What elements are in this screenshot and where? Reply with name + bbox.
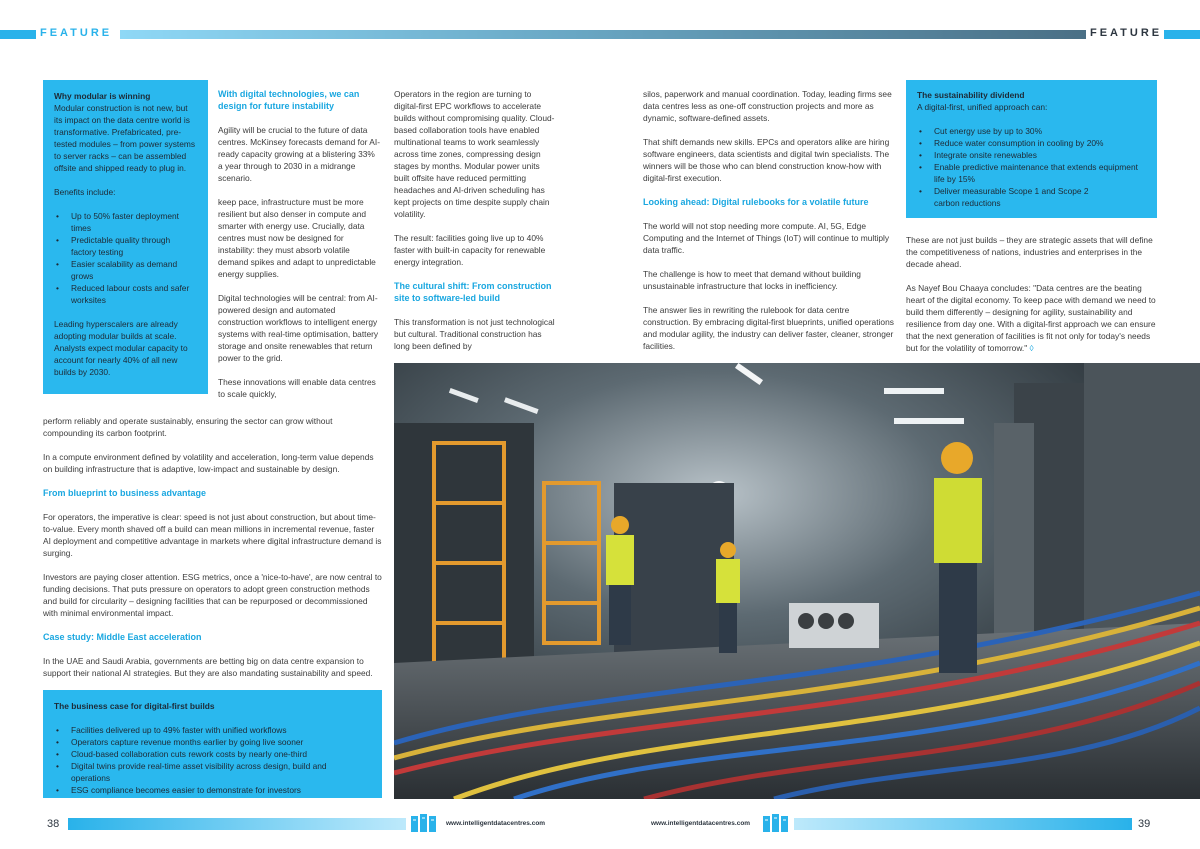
left-lower-text [43,415,383,679]
list-item: • Easier scalability as demand grows [54,258,197,282]
col2-paragraph: keep pace, infrastructure must be more resilient but also denser in compute and smarter with energy use. Crucially, data centres must now be designed for instability: they must absorb volatile demand spikes and adapt to unpredictable energy supplies. [218,197,376,279]
header-bar-left [0,30,36,39]
sustainability-list [917,125,1146,209]
site-logo-icon [410,813,438,833]
left-paragraph: Investors are paying closer attention. ESG metrics, once a 'nice-to-have', are now central to funding decisions. That puts pressure on operators to adopt green construction methods and build for circularity – designing facilities that can be repurposed or decommissioned with minimal environmental impact. [43,572,382,618]
col4-paragraph: The challenge is how to meet that demand without building unsustainable infrastructure that locks in inefficiency. [643,269,861,291]
left-paragraph: In a compute environment defined by volatility and acceleration, long-term value depends on building infrastructure that is adaptive, low-impact and sustainable by design. [43,452,374,474]
col2-paragraph: Agility will be crucial to the future of data centres. McKinsey forecasts demand for AI-ready capacity growing at a blistering 33% a year through to 2030 in a midrange scenario. [218,125,380,183]
left-heading-case-study: Case study: Middle East acceleration [43,632,202,642]
data-centre-photo [394,363,1200,799]
column-4 [643,88,895,352]
site-logo-icon [762,813,790,833]
list-item: • Digital twins provide real-time asset visibility across design, build and operations [54,760,371,784]
sidebar-modular-intro: Modular construction is not new, but its impact on the data centre world is transformative. Prefabricated, pre-tested modules – from power systems to server racks – can be assembled offsite and shipped ready to plug in. [54,103,196,173]
left-heading-blueprint: From blueprint to business advantage [43,488,207,498]
col4-paragraph: silos, paperwork and manual coordination. Today, leading firms see data centres less as one-off construction projects and more as dynamic, software-defined assets. [643,89,892,123]
col4-paragraph: The world will not stop needing more compute. AI, 5G, Edge Computing and the Internet of Things (IoT) will continue to multiply data traffic. [643,221,890,255]
col4-paragraph: The answer lies in rewriting the rulebook for data centre construction. By embracing digital-first blueprints, unified operations and modular agility, the industry can deliver faster, cleaner, stronger facilities. [643,305,894,351]
footer-bar-left [68,818,406,830]
list-item: • Facilities delivered up to 49% faster with unified workflows [54,724,371,736]
column-2 [218,88,380,400]
sidebar-modular-closing: Leading hyperscalers are already adopting modular builds at scale. Analysts expect modular capacity to account for nearly 40% of all new builds by 2030. [54,319,188,377]
list-item: • Reduce water consumption in cooling by 20% [917,137,1146,149]
col5-quote: As Nayef Bou Chaaya concludes: "Data centres are the beating heart of the digital economy. To keep pace with demand we need to build them differently – designing for agility, sustainability and resilience from day one. With a digital-first approach we can ensure that the next generation of facilities is fit not only for today's needs but for the volatility of tomorrow." [906,283,1156,353]
sustainability-box [906,80,1157,218]
page-number-right: 39 [1138,818,1151,830]
business-case-title: The business case for digital-first builds [54,701,215,711]
list-item: • Cloud-based collaboration cuts rework costs by nearly one-third [54,748,371,760]
list-item: • Enable predictive maintenance that extends equipment life by 15% [917,161,1146,185]
page-number-left: 38 [47,818,60,830]
sidebar-modular-box [43,80,208,394]
col5-paragraph: These are not just builds – they are strategic assets that will define the competitiveness of nations, industries and enterprises in the decade ahead. [906,235,1153,269]
end-mark-icon: ◊ [1029,343,1034,353]
business-case-list [54,724,371,796]
sustainability-title: The sustainability dividend [917,90,1025,100]
column-3 [394,88,556,352]
col2-paragraph: These innovations will enable data centres to scale quickly, [218,377,376,399]
sidebar-modular-benefits-intro: Benefits include: [54,187,116,197]
col5-paragraph [906,282,1158,354]
business-case-box [43,690,382,798]
header-label-left: FEATURE [40,27,113,39]
col2-heading: With digital technologies, we can design for future instability [218,89,360,111]
left-paragraph: perform reliably and operate sustainably, ensuring the sector can grow without compounding its carbon footprint. [43,416,333,438]
list-item: • Reduced labour costs and safer worksites [54,282,197,306]
col2-paragraph: Digital technologies will be central: from AI-powered design and automated construction workflows to intelligent energy systems with real-time optimisation, battery storage and onsite renewables that return power to the grid. [218,293,379,363]
left-paragraph: In the UAE and Saudi Arabia, governments are betting big on data centre expansion to support their national AI strategies. But they are also mandating sustainability and speed. [43,656,373,678]
column-5 [906,234,1158,354]
sustainability-intro: A digital-first, unified approach can: [917,102,1048,112]
sidebar-modular-title: Why modular is winning [54,91,151,101]
list-item: • Operators capture revenue months earlier by going live sooner [54,736,371,748]
list-item: • Up to 50% faster deployment times [54,210,197,234]
col4-heading: Looking ahead: Digital rulebooks for a volatile future [643,197,869,207]
sidebar-modular-benefits [54,210,197,306]
col3-paragraph: This transformation is not just technological but cultural. Traditional construction has long been defined by [394,317,555,351]
footer-bar-right [794,818,1132,830]
list-item: • Integrate onsite renewables [917,149,1146,161]
left-paragraph: For operators, the imperative is clear: speed is not just about construction, but about time-to-value. Every month shaved off a build can mean millions in incremental revenue, faster AI deployment and competitive advantage in markets where digital infrastructure demand is surging. [43,512,382,558]
header-label-right: FEATURE [1090,27,1163,39]
col4-paragraph: That shift demands new skills. EPCs and operators alike are hiring software engineers, data scientists and digital twin specialists. The winners will be those who can blend construction know-how with digital-first execution. [643,137,890,183]
header-bar-center [120,30,1086,39]
list-item: • ESG compliance becomes easier to demonstrate for investors [54,784,371,796]
footer-url-right[interactable]: www.intelligentdatacentres.com [651,820,751,827]
footer-url-left[interactable]: www.intelligentdatacentres.com [446,820,546,827]
list-item: • Predictable quality through factory testing [54,234,197,258]
col3-heading: The cultural shift: From construction site to software-led build [394,281,552,303]
list-item: • Cut energy use by up to 30% [917,125,1146,137]
list-item: • Deliver measurable Scope 1 and Scope 2 carbon reductions [917,185,1146,209]
col3-paragraph: Operators in the region are turning to digital-first EPC workflows to accelerate builds without compromising quality. Cloud-based collaboration tools have enabled multinational teams to work seamlessly across time zones, compressing design stages by months. Modular power units built offsite have reduced permitting headaches and AI-driven scheduling has kept projects on time despite supply chain volatility. [394,89,555,219]
data-centre-photo-illustration [394,363,1200,799]
col3-paragraph: The result: facilities going live up to 40% faster with built-in capacity for renewable energy integration. [394,233,546,267]
header-bar-right [1164,30,1200,39]
